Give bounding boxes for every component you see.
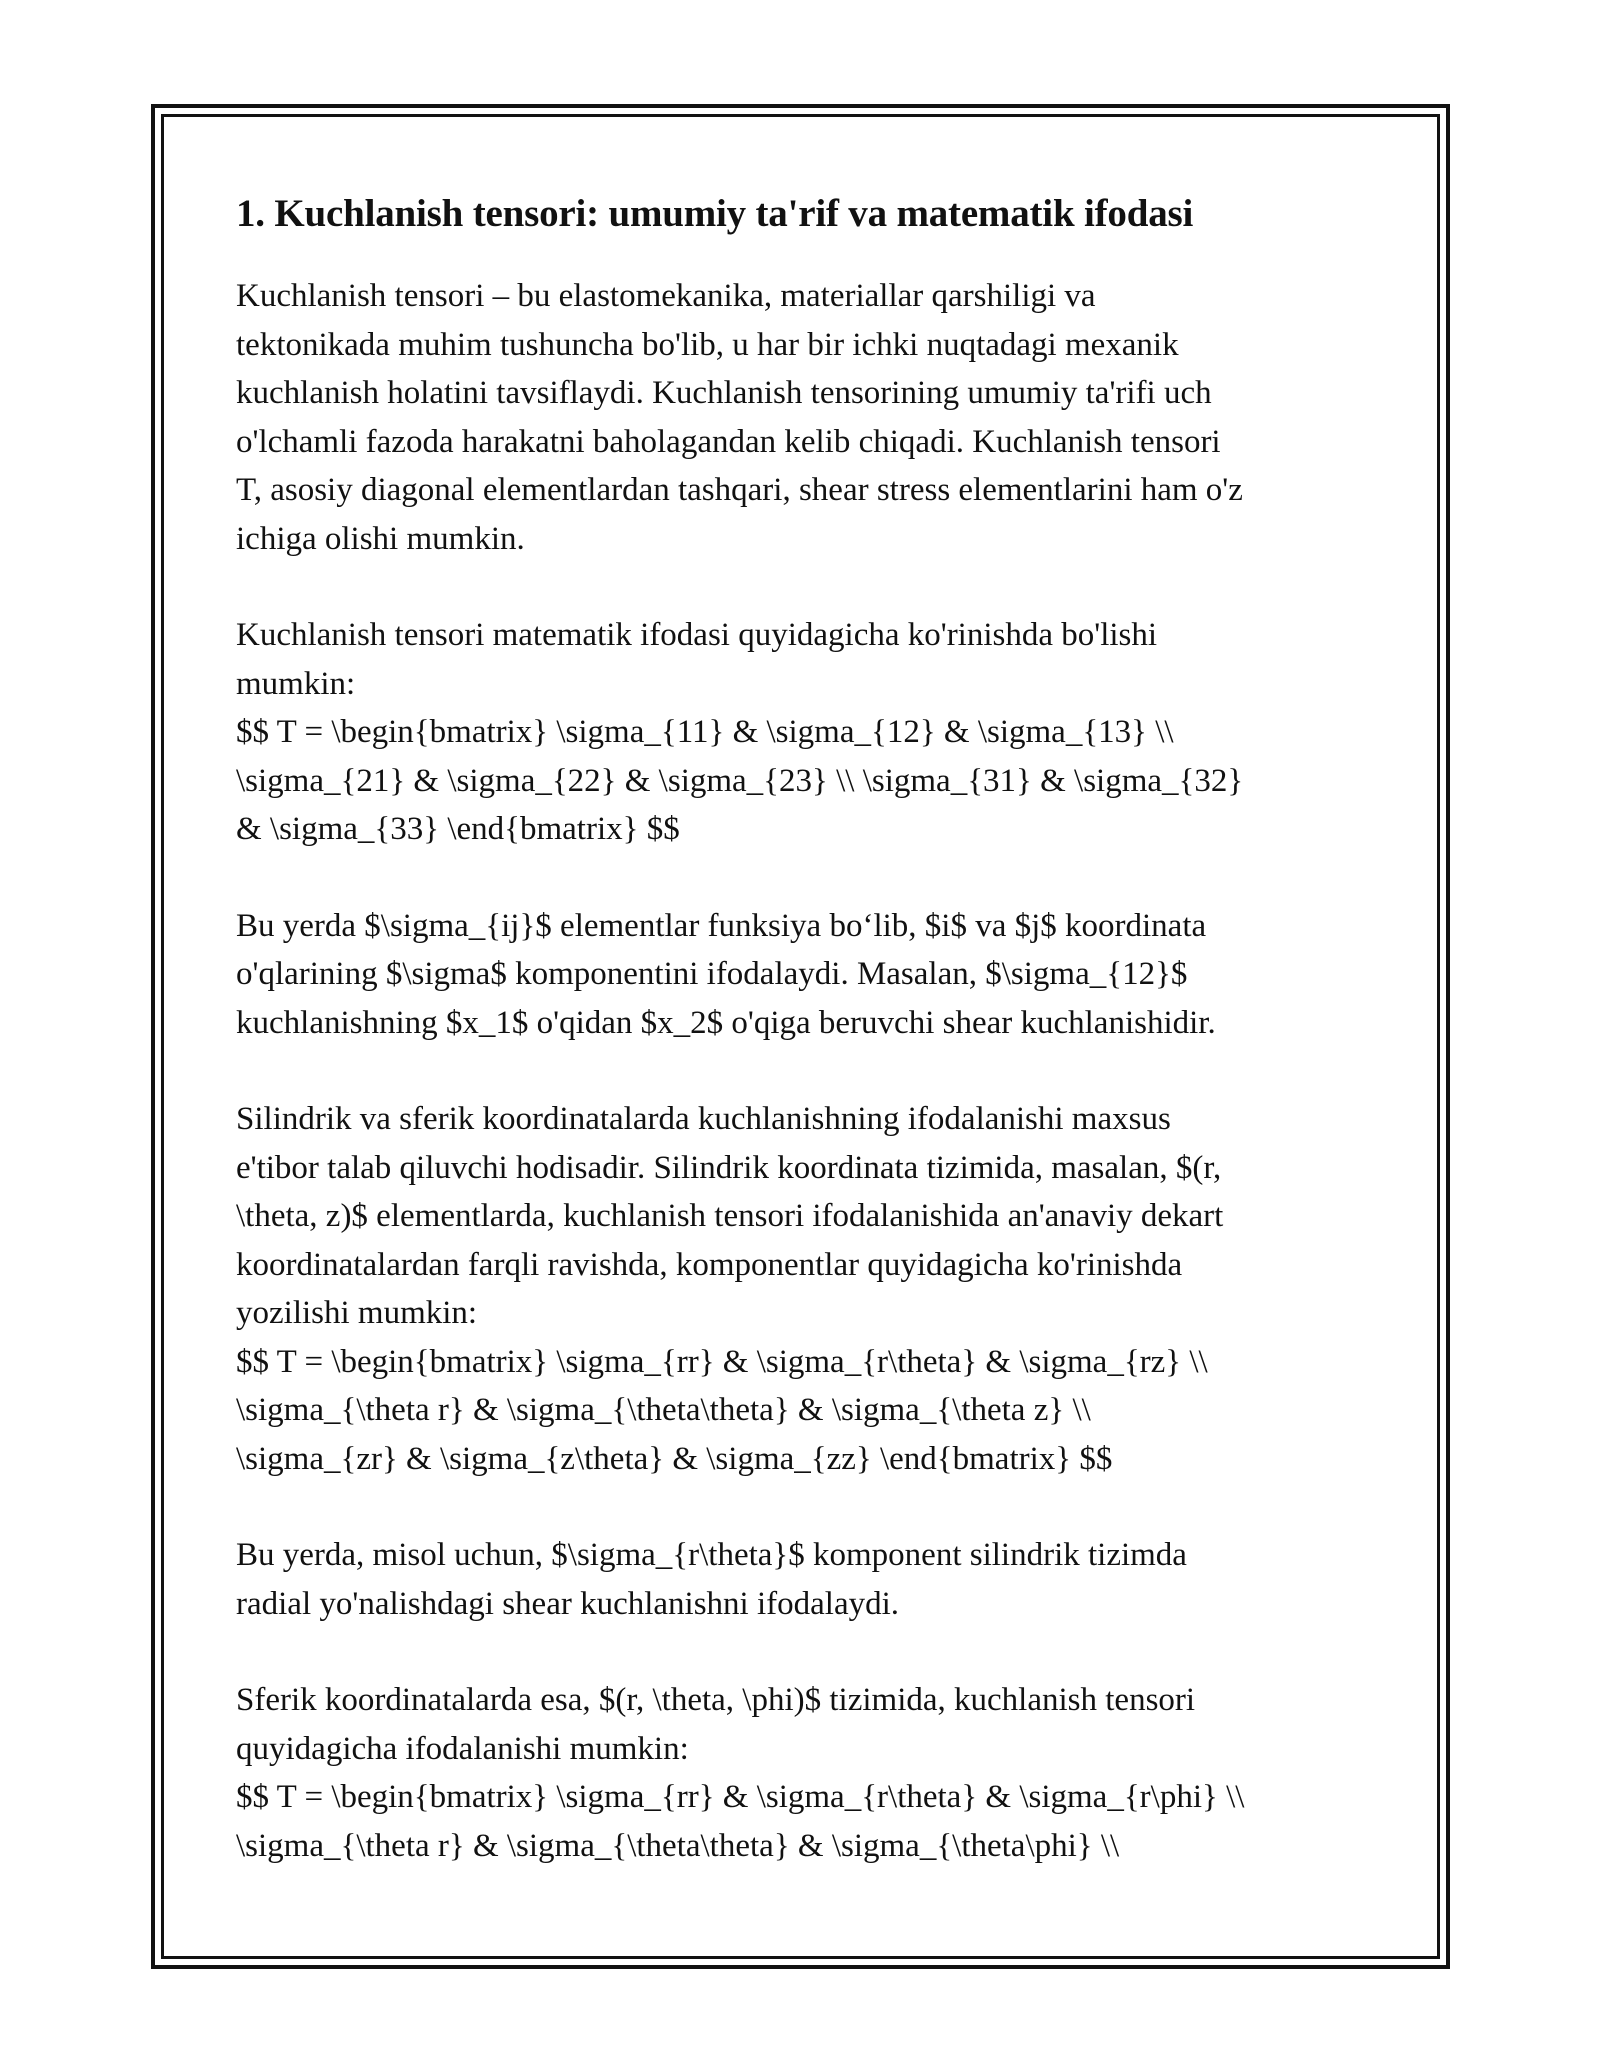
formula-line: \sigma_{21} & \sigma_{22} & \sigma_{23} \\ \sigma_{31} & \sigma_{32}: [236, 762, 1244, 799]
formula-line: \sigma_{\theta r} & \sigma_{\theta\theta} & \sigma_{\theta z} \\: [236, 1392, 1091, 1428]
text-line: tektonikada muhim tushuncha bo'lib, u har bir ichki nuqtadagi mexanik: [236, 326, 1179, 363]
text-line: T, asosiy diagonal elementlardan tashqari, shear stress elementlarini ham o'z: [236, 472, 1243, 508]
text-line: o'qlarining $\sigma$ komponentini ifodalaydi. Masalan, $\sigma_{12}$: [236, 956, 1188, 992]
text-line: kuchlanish holatini tavsiflaydi. Kuchlanish tensorining umumiy ta'rifi uch: [236, 375, 1212, 411]
text-line: radial yo'nalishdagi shear kuchlanishni ifodalaydi.: [236, 1585, 900, 1622]
paragraph-spherical: [236, 1676, 1368, 1870]
formula-line: $$ T = \begin{bmatrix} \sigma_{11} & \sigma_{12} & \sigma_{13} \\: [236, 714, 1174, 750]
text-line: Kuchlanish tensori matematik ifodasi quyidagicha ko'rinishda bo'lishi: [236, 617, 1158, 653]
formula-line: & \sigma_{33} \end{bmatrix} $$: [236, 811, 680, 847]
text-line: yozilishi mumkin:: [236, 1295, 478, 1331]
paragraph-sigma-explanation: [236, 902, 1368, 1048]
text-line: mumkin:: [236, 665, 356, 702]
paragraph-cartesian-formula: [236, 611, 1368, 854]
text-line: o'lchamli fazoda harakatni baholagandan kelib chiqadi. Kuchlanish tensori: [236, 423, 1221, 460]
text-line: Sferik koordinatalarda esa, $(r, \theta, \phi)$ tizimida, kuchlanish tensori: [236, 1682, 1196, 1718]
document-body: [236, 188, 1368, 1918]
paragraph-cylindrical: [236, 1095, 1368, 1483]
text-line: quyidagicha ifodalanishi mumkin:: [236, 1730, 689, 1767]
section-heading: 1. Kuchlanish tensori: umumiy ta'rif va matematik ifodasi: [236, 192, 1194, 235]
text-line: kuchlanishning $x_1$ o'qidan $x_2$ o'qiga beruvchi shear kuchlanishidir.: [236, 1004, 1216, 1041]
formula-line: \sigma_{\theta r} & \sigma_{\theta\theta} & \sigma_{\theta\phi} \\: [236, 1827, 1120, 1864]
formula-line: $$ T = \begin{bmatrix} \sigma_{rr} & \sigma_{r\theta} & \sigma_{rz} \\: [236, 1343, 1208, 1380]
text-line: ichiga olishi mumkin.: [236, 520, 525, 557]
text-line: Bu yerda $\sigma_{ij}$ elementlar funksiya bo‘lib, $i$ va $j$ koordinata: [236, 907, 1207, 944]
text-line: koordinatalardan farqli ravishda, komponentlar quyidagicha ko'rinishda: [236, 1246, 1183, 1283]
formula-line: $$ T = \begin{bmatrix} \sigma_{rr} & \sigma_{r\theta} & \sigma_{r\phi} \\: [236, 1779, 1245, 1815]
paragraph-definition: [236, 272, 1368, 563]
text-line: Silindrik va sferik koordinatalarda kuchlanishning ifodalanishi maxsus: [236, 1101, 1171, 1137]
text-line: Bu yerda, misol uchun, $\sigma_{r\theta}$ komponent silindrik tizimda: [236, 1537, 1187, 1573]
formula-line: \sigma_{zr} & \sigma_{z\theta} & \sigma_{zz} \end{bmatrix} $$: [236, 1440, 1113, 1477]
paragraph-cylindrical-example: [236, 1531, 1368, 1628]
text-line: e'tibor talab qiluvchi hodisadir. Silindrik koordinata tizimida, masalan, $(r,: [236, 1149, 1222, 1186]
text-line: \theta, z)$ elementlarda, kuchlanish tensori ifodalanishida an'anaviy dekart: [236, 1198, 1224, 1234]
text-line: Kuchlanish tensori – bu elastomekanika, materiallar qarshiligi va: [236, 278, 1096, 314]
